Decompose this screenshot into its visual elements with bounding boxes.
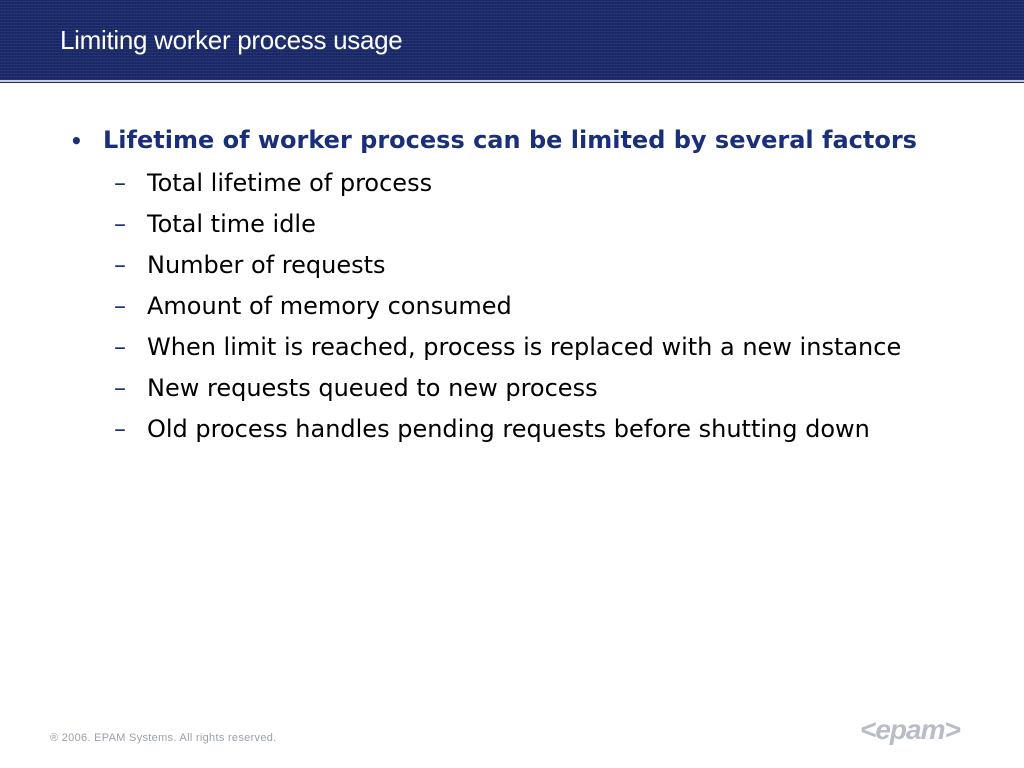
sub-bullet-text: New requests queued to new process — [147, 374, 598, 402]
sub-bullet — [114, 409, 990, 450]
slide-content — [70, 121, 990, 450]
sub-bullet — [114, 204, 990, 245]
sub-bullet-text: When limit is reached, process is replaced with a new instance — [147, 333, 902, 361]
bullet-icon: • — [70, 129, 83, 153]
dash-icon: – — [114, 169, 126, 197]
dash-icon: – — [114, 292, 126, 320]
sub-bullet-text: Total lifetime of process — [147, 169, 433, 197]
sub-bullet — [114, 368, 990, 409]
sub-bullet-text: Amount of memory consumed — [147, 292, 512, 320]
title-divider-line — [0, 82, 1024, 83]
sub-bullet-text: Old process handles pending requests before shutting down — [147, 415, 870, 443]
dash-icon: – — [114, 374, 126, 402]
slide-title: Limiting worker process usage — [60, 25, 403, 55]
title-bar — [0, 0, 1024, 80]
dash-icon: – — [114, 251, 126, 279]
dash-icon: – — [114, 210, 126, 238]
sub-bullet-text: Total time idle — [147, 210, 316, 238]
sub-bullet — [114, 245, 990, 286]
sub-bullet-text: Number of requests — [147, 251, 386, 279]
dash-icon: – — [114, 415, 126, 443]
sub-bullet — [114, 327, 990, 368]
copyright-footer: ® 2006. EPAM Systems. All rights reserved. — [50, 732, 277, 744]
sub-bullet — [114, 163, 990, 204]
epam-logo: <epam> — [860, 714, 960, 745]
sub-bullet-list — [70, 163, 990, 450]
main-bullet-text: Lifetime of worker process can be limited by several factors — [103, 126, 917, 154]
dash-icon: – — [114, 333, 126, 361]
main-bullet — [70, 121, 990, 160]
sub-bullet — [114, 286, 990, 327]
